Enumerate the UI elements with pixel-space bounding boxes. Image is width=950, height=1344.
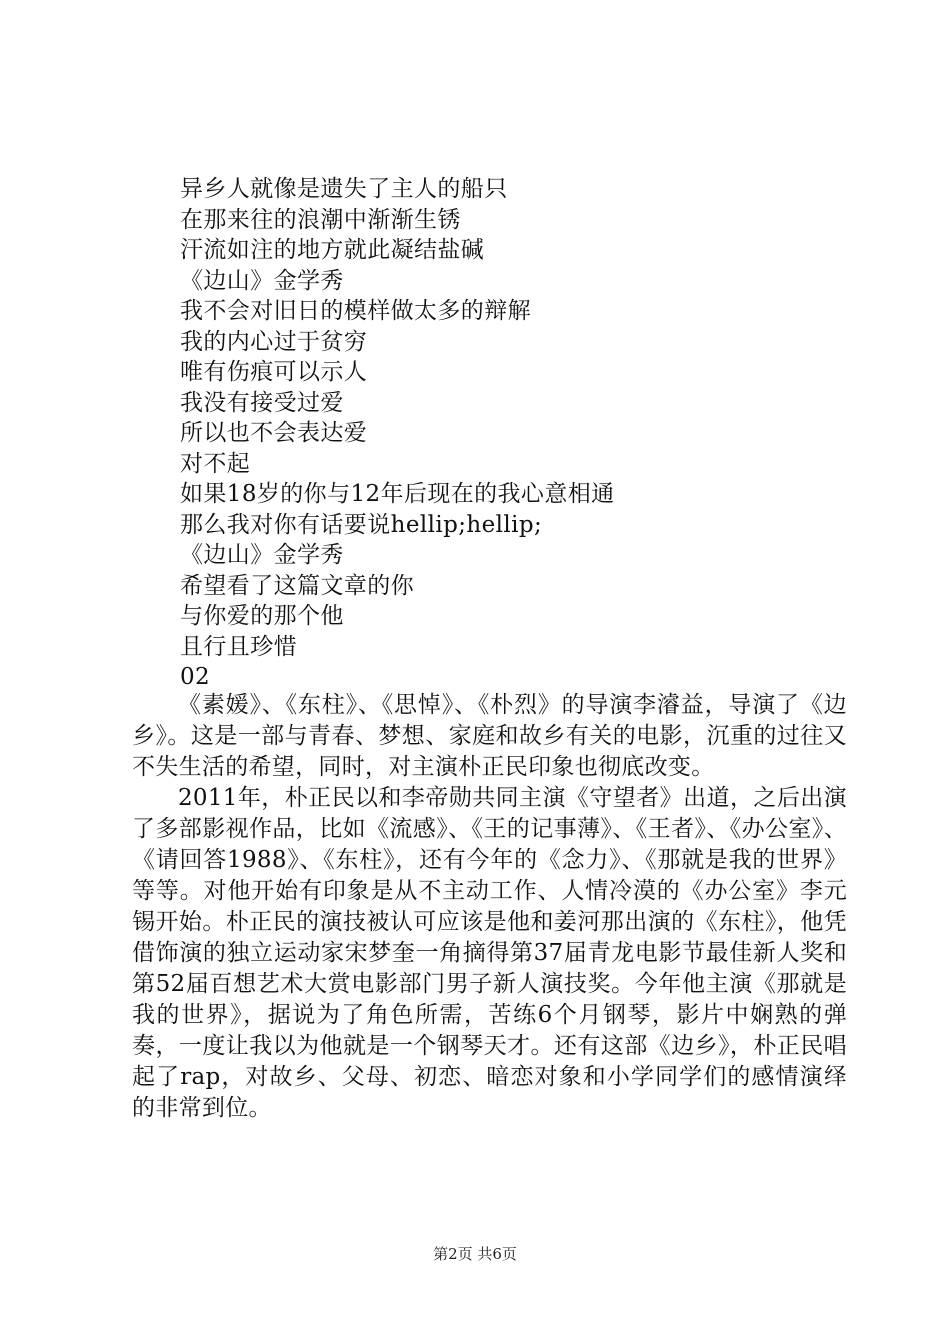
text-line: 所以也不会表达爱 xyxy=(180,420,368,446)
text-line: 汗流如注的地方就此凝结盐碱 xyxy=(180,237,485,263)
text-line: 我没有接受过爱 xyxy=(180,389,344,416)
paragraph: 2011年，朴正民以和李帝勋共同主演《守望者》出道，之后出演了多部影视作品，比如《流感》、《王的记事薄》、《王者》、《办公室》、《请回答1988》、《东柱》，还有今年的《念力》、《那就是我的世界》等等。对他开始有印象是从不主动工作、人情冷漠的《办公室》李元锡开始。朴正民的演技被认可应该是他和姜河那出演的《东柱》，他凭借饰演的独立运动家宋梦奎一角摘得第37届青龙电影节最佳新人奖和第52届百想艺术大赏电影部门男子新人演技奖。今年他主演《那就是我的世界》，据说为了角色所需，苦练6个月钢琴，影片中娴熟的弹奏，一度让我以为他就是一个钢琴天才。还有这部《边乡》，朴正民唱起了rap，对故乡、父母、初恋、暗恋对象和小学同学们的感情演绎的非常到位。 xyxy=(132,785,847,1121)
section-number: 02 xyxy=(180,664,211,690)
text-line: 如果18岁的你与12年后现在的我心意相通 xyxy=(180,481,615,507)
text-line: 《边山》金学秀 xyxy=(180,267,344,294)
text-line: 在那来往的浪潮中渐渐生锈 xyxy=(180,206,461,233)
text-line: 对不起 xyxy=(180,450,251,477)
paragraph: 《素媛》、《东柱》、《思悼》、《朴烈》的导演李濬益，导演了《边乡》。这是一部与青春、梦想、家庭和故乡有关的电影，沉重的过往又不失生活的希望，同时，对主演朴正民印象也彻底改变。 xyxy=(132,692,847,780)
poem-lines xyxy=(180,174,880,693)
text-line: 那么我对你有话要说hellip;hellip; xyxy=(180,511,543,538)
body-text xyxy=(132,690,847,1124)
text-line: 《边山》金学秀 xyxy=(180,542,344,568)
text-line: 我的内心过于贫穷 xyxy=(180,328,368,355)
text-line: 异乡人就像是遗失了主人的船只 xyxy=(180,176,508,202)
text-line: 希望看了这篇文章的你 xyxy=(180,572,414,599)
page-footer: 第2页 共6页 xyxy=(433,1245,517,1263)
text-line: 唯有伤痕可以示人 xyxy=(180,359,368,385)
text-line: 与你爱的那个他 xyxy=(180,603,344,629)
text-line: 我不会对旧日的模样做太多的辩解 xyxy=(180,298,531,324)
text-line: 且行且珍惜 xyxy=(180,633,297,660)
